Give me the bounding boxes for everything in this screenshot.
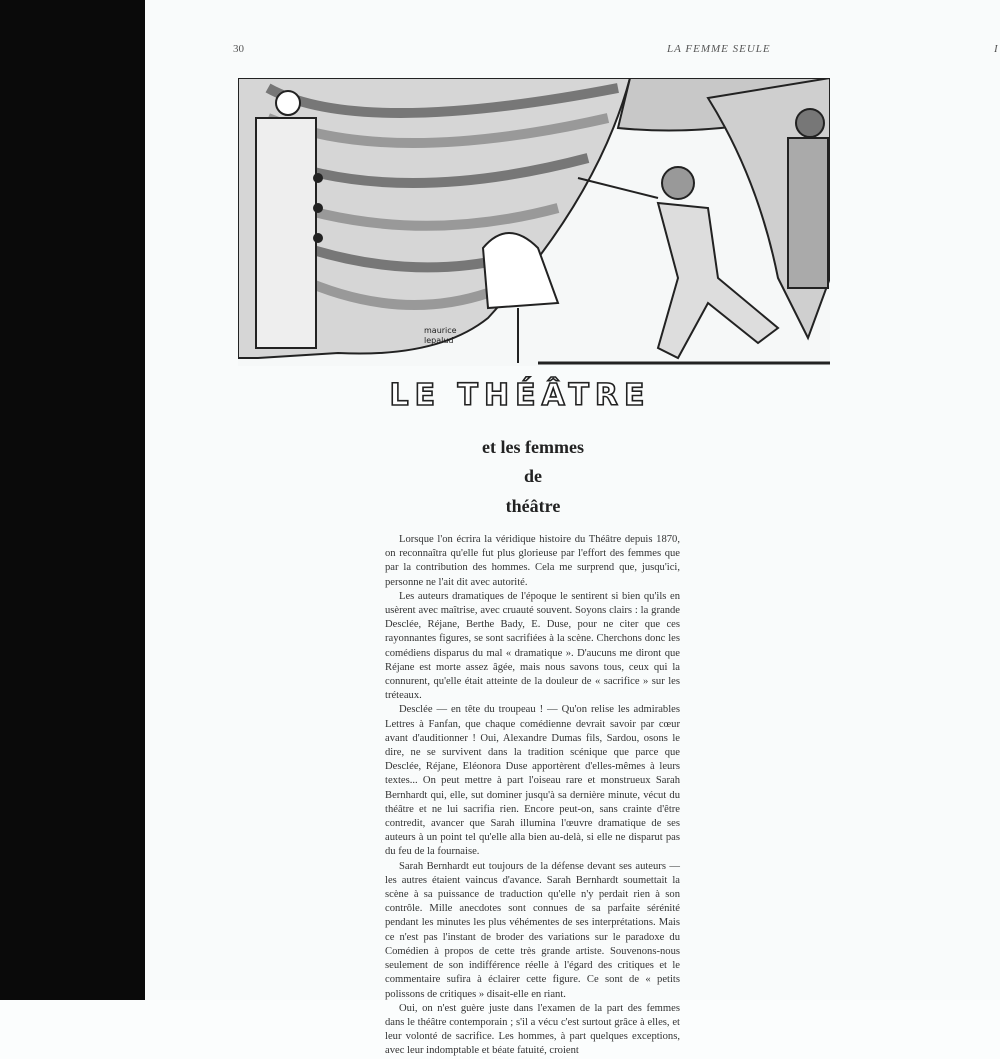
paragraph: Desclée — en tête du troupeau ! — Qu'on relise les admirables Lettres à Fanfan, que chaque comédienne devrait savoir par cœur avant d'auditionner ! Oui, Alexandre Dumas fils, Sardou, osons le dire, ne se survivent dans la tradition scénique que parce que Desclée, Réjane, Eléonora Duse apportèrent d'elles-mêmes à leurs textes... On peut mettre à part l'oiseau rare et monstrueux Sarah Bernhardt qui, elle, sut dominer jusqu'à sa dernière minute, vécut du théâtre et ne lui sacrifia rien. Encore peut-on, sans crainte d'être contredit, avancer que Sarah illumina l'œuvre dramatique de ses auteurs à un point tel qu'elle alla bien au-delà, si elle ne disparut pas du feu de la fournaise.: [385, 704, 680, 858]
scan-background-edge: [0, 0, 145, 1000]
svg-text:lepalud: lepalud: [424, 336, 454, 345]
paragraph: Les auteurs dramatiques de l'époque le sentirent si bien qu'ils en usèrent avec maîtrise, avec cruauté souvent. Soyons clairs : la grande Desclée, Réjane, Berthe Bady, E. Duse, pour ne citer que ces rayonnantes figures, se sont sacrifiées à la scène. Cherchons donc les comédiens disparus du mal « dramatique ». D'aucuns me diront que Réjane est morte assez âgée, mais nous savons tous, ceux qui la connurent, qu'elle était atteinte de la douleur de « sacrifice » sur les tréteaux.: [385, 590, 680, 702]
paragraph: Oui, on n'est guère juste dans l'examen de la part des femmes dans le théâtre contemporain ; s'il a vécu c'est surtout grâce à elles, et leur volonté de sacrifice. Les hommes, à part quelques exceptions, avec leur indomptable et béate fatuité, croient: [385, 1002, 680, 1057]
article-subtitle-line: théâtre: [505, 496, 561, 516]
article-title: LE THÉÂTRE: [389, 378, 651, 413]
artist-signature: maurice: [424, 326, 457, 335]
paragraph: Sarah Bernhardt eut toujours de la défense devant ses auteurs — les autres étaient vaincus d'avance. Sarah Bernhardt soumettait la scène à sa puissance de traduction qu'elle n'y perdait rien à son contrôle. Mille anecdotes sont connues de sa parfaite sérénité pendant les minutes les plus véhémentes de ses interprétations. Mais ce n'est pas l'instant de broder des variations sur le paradoxe du Comédien à propos de cette très grande artiste. Souvenons-nous seulement de son indifférence réelle à l'égard des critiques et le commentaire sufira à éclairer cette figure. Ce sont de « petits polissons de critiques » disait-elle en riant.: [385, 860, 680, 1000]
page-number: 30: [233, 43, 244, 55]
article-subtitle-line: de: [524, 466, 542, 486]
paragraph: Lorsque l'on écrira la véridique histoire du Théâtre depuis 1870, on reconnaîtra qu'elle fut plus glorieuse par l'effort des femmes que par la contribution des hommes. Cela me surprend que, jusqu'ici, personne ne l'ait dit avec autorité.: [385, 534, 680, 588]
facing-page-edge-mark: I: [994, 43, 998, 55]
running-title: LA FEMME SEULE: [667, 43, 771, 55]
article-subtitle-line: et les femmes: [482, 437, 584, 457]
article-body: [385, 533, 680, 1059]
pierrot-figure: [256, 91, 322, 348]
theatre-curtain-illustration: [238, 78, 830, 366]
